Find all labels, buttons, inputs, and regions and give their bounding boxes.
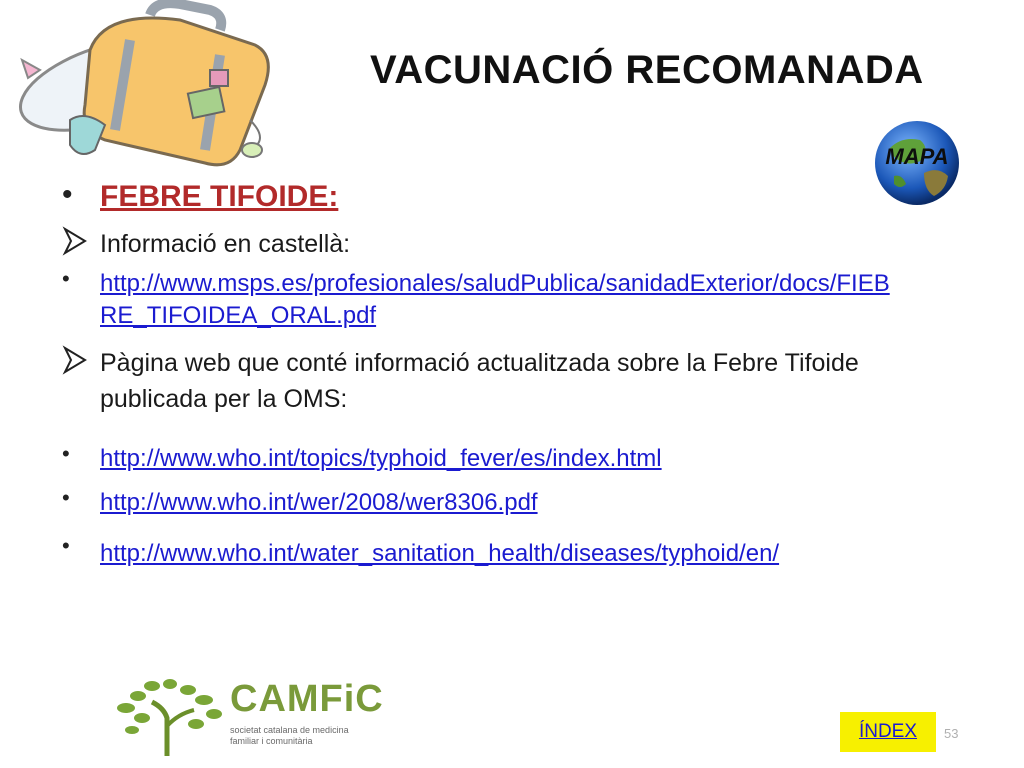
arrow-bullet-icon [62,226,100,261]
logo-subtitle: societat catalana de medicina familiar i comunitària [230,725,349,746]
arrow-bullet-icon [62,345,100,380]
list-item-text: Informació en castellà: [100,230,351,258]
bullet-icon: • [62,266,70,291]
index-button[interactable] [840,712,936,752]
map-label: MAPA [885,144,949,169]
slide-title: VACUNACIÓ RECOMANADA [370,48,924,92]
list-item [62,535,900,573]
logo-name: CAMFiC [230,678,384,720]
who-wer-link[interactable]: http://www.who.int/wer/2008/wer8306.pdf [100,489,538,516]
bullet-icon: • [62,441,70,466]
who-water-link[interactable]: http://www.who.int/water_sanitation_health/diseases/typhoid/en/ [100,540,780,567]
tree-icon [112,678,224,756]
list-item [62,487,900,519]
camfic-logo [112,678,384,758]
heading-row [62,180,338,213]
section-heading: FEBRE TIFOIDE: [100,180,339,213]
suitcase-illustration [10,0,310,185]
bullet-icon: • [62,533,70,558]
map-link[interactable] [872,118,962,208]
msps-link[interactable]: http://www.msps.es/profesionales/saludPublica/sanidadExterior/docs/FIEBRE_TIFOIDEA_ORAL.pdf [100,270,890,329]
list-item-text: Pàgina web que conté informació actualitzada sobre la Febre Tifoide publicada per la OMS: [100,349,859,413]
list-item [62,443,900,475]
index-label: ÍNDEX [858,721,918,742]
who-typhoid-link[interactable]: http://www.who.int/topics/typhoid_fever/es/index.html [100,445,662,472]
bullet-icon: • [62,485,70,510]
list-item [62,226,880,262]
bullet-icon: • [62,178,73,211]
list-item [62,268,900,332]
page-number: 53 [944,726,959,741]
list-item [62,345,880,417]
